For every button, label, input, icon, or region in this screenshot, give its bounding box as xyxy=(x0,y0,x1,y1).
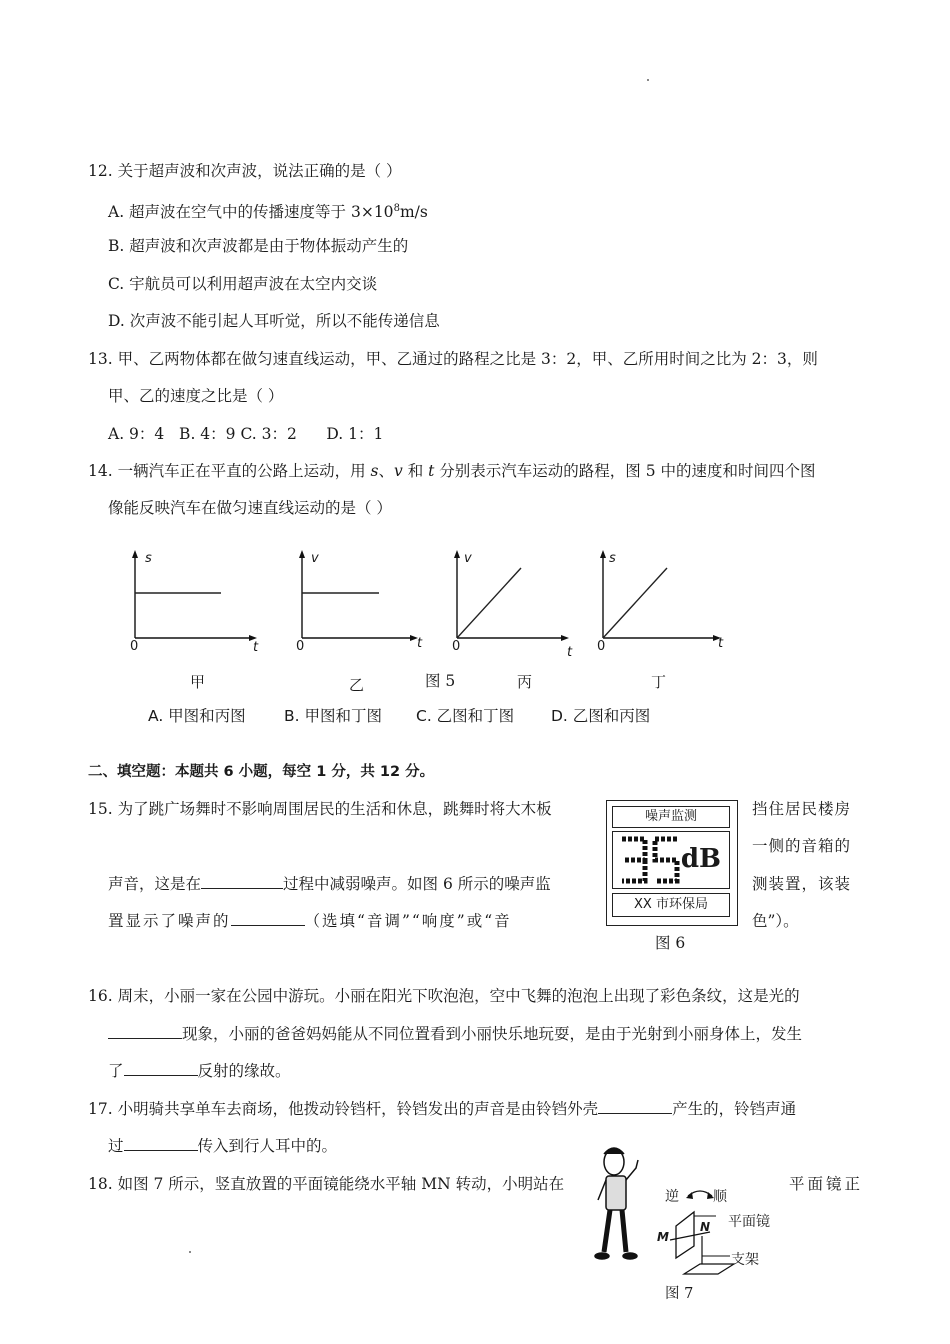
q12-option-a-unit: m/s xyxy=(399,203,428,222)
q12-option-a xyxy=(108,199,428,222)
fig7-label-mirror: 平面镜 xyxy=(728,1214,770,1230)
q14-option-a: A. 甲图和丙图 xyxy=(148,707,246,725)
q16-blank-1[interactable] xyxy=(108,1024,182,1039)
fig7-label: 图 7 xyxy=(665,1286,694,1302)
q17-line2 xyxy=(108,1136,337,1156)
q16-blank-2[interactable] xyxy=(124,1061,198,1076)
q14-line1-start: 14. 一辆汽车正在平直的公路上运动，用 xyxy=(88,462,371,480)
q13-line1: 13. 甲、乙两物体都在做匀速直线运动，甲、乙通过的路程之比是 3：2，甲、乙所用时间之比为 2：3，则 xyxy=(88,350,818,368)
section2-title: 二、填空题：本题共 6 小题，每空 1 分，共 12 分。 xyxy=(88,764,435,780)
graph-bing-ylabel: v xyxy=(464,551,472,566)
fig5-label: 图 5 xyxy=(425,672,456,690)
q14-line1-end: 分别表示汽车运动的路程，图 5 中的速度和时间四个图 xyxy=(434,462,816,480)
q15-line4-end: （选填“音调”“响度”或“音 xyxy=(304,912,512,930)
noise-meter-value xyxy=(623,840,624,841)
q14-option-c: C. 乙图和丁图 xyxy=(416,707,515,725)
q15-line1-right: 挡住居民楼房 xyxy=(752,800,852,818)
q18-line1-left: 18. 如图 7 所示，竖直放置的平面镜能绕水平轴 MN 转动，小明站在 xyxy=(88,1175,565,1193)
fig7-illustration xyxy=(592,1140,792,1280)
q14-var-v: v xyxy=(394,462,403,480)
graph-ding-name: 丁 xyxy=(651,673,667,691)
graph-bing-origin: 0 xyxy=(452,639,461,654)
q14-option-b: B. 甲图和丁图 xyxy=(284,707,382,725)
page-speck-bottom xyxy=(189,1251,191,1253)
q18-line1-right: 平面镜正 xyxy=(789,1175,864,1193)
q16-line2-text: 现象，小丽的爸爸妈妈能从不同位置看到小丽快乐地玩耍，是由于光射到小丽身体上，发生 xyxy=(182,1025,803,1043)
q17-line2-start: 过 xyxy=(108,1137,124,1155)
fig7-label-m: M xyxy=(657,1230,669,1244)
graph-jia-name: 甲 xyxy=(190,673,206,691)
q14-sep: 、 xyxy=(378,462,394,480)
q16-line3-end: 反射的缘故。 xyxy=(197,1062,291,1080)
noise-meter-digits xyxy=(619,835,683,885)
q15-line2-right: 一侧的音箱的 xyxy=(752,837,852,855)
q14-var-s: s xyxy=(370,462,379,480)
q16-line2 xyxy=(108,1024,802,1044)
q15-line3-left xyxy=(108,874,551,894)
q14-and: 和 xyxy=(402,462,429,480)
q12-option-b: B. 超声波和次声波都是由于物体振动产生的 xyxy=(108,237,409,255)
page-speck-top xyxy=(647,79,649,81)
noise-meter xyxy=(606,800,738,926)
q15-line3-start: 声音，这是在 xyxy=(108,875,202,893)
q15-line1-left: 15. 为了跳广场舞时不影响周围居民的生活和休息，跳舞时将大木板 xyxy=(88,800,552,818)
q16-line3 xyxy=(108,1061,291,1081)
q15-line4-right: 色”）。 xyxy=(752,912,799,930)
q15-line4-start: 置显示了噪声的 xyxy=(108,912,231,930)
fig6-label: 图 6 xyxy=(655,934,686,952)
graph-ding-origin: 0 xyxy=(597,639,606,654)
q12-option-a-text: A. 超声波在空气中的传播速度等于 3×10 xyxy=(108,203,394,222)
graph-jia-origin: 0 xyxy=(130,639,139,654)
graph-yi-xlabel: t xyxy=(417,636,423,651)
graph-jia-ylabel: s xyxy=(145,551,152,566)
q13-line2: 甲、乙的速度之比是（ ） xyxy=(108,387,284,405)
q17-line1-start: 17. 小明骑共享单车去商场，他拨动铃铛杆，铃铛发出的声音是由铃铛外壳 xyxy=(88,1100,599,1118)
q17-line2-end: 传入到行人耳中的。 xyxy=(197,1137,338,1155)
fig7-label-ni: 逆 xyxy=(665,1189,679,1205)
q17-line1-end: 产生的，铃铛声通 xyxy=(672,1100,797,1118)
q14-option-d: D. 乙图和丙图 xyxy=(551,707,651,725)
q15-blank-2[interactable] xyxy=(231,911,305,926)
q16-line1: 16. 周末，小丽一家在公园中游玩。小丽在阳光下吹泡泡，空中飞舞的泡泡上出现了彩色条纹，这是光的 xyxy=(88,987,800,1005)
q16-line3-start: 了 xyxy=(108,1062,124,1080)
graph-yi-ylabel: v xyxy=(311,551,319,566)
q14-var-t: t xyxy=(428,462,435,480)
q14-line1 xyxy=(88,461,816,481)
q12-option-d: D. 次声波不能引起人耳听觉，所以不能传递信息 xyxy=(108,312,440,330)
fig7-label-stand: 支架 xyxy=(731,1252,759,1268)
q15-line3-right: 测装置，该装 xyxy=(752,875,852,893)
q13-options: A. 9：4 B. 4：9 C. 3：2 D. 1：1 xyxy=(108,425,384,443)
q15-blank-1[interactable] xyxy=(201,874,283,889)
graph-jia-xlabel: t xyxy=(253,640,259,655)
q14-line2: 像能反映汽车在做匀速直线运动的是（ ） xyxy=(108,499,392,517)
q17-blank-2[interactable] xyxy=(124,1136,198,1151)
noise-meter-footer: XX 市环保局 xyxy=(612,893,730,917)
graph-yi-origin: 0 xyxy=(296,639,305,654)
graph-ding-xlabel: t xyxy=(718,636,724,651)
graph-ding-ylabel: s xyxy=(609,551,616,566)
graph-yi-name: 乙 xyxy=(349,676,365,694)
fig7-label-shun: 顺 xyxy=(713,1189,727,1205)
q17-blank-1[interactable] xyxy=(598,1099,672,1114)
graph-bing-xlabel: t xyxy=(567,645,573,660)
noise-meter-header: 噪声监测 xyxy=(612,806,730,828)
q12-option-c: C. 宇航员可以利用超声波在太空内交谈 xyxy=(108,275,378,293)
q12-stem: 12. 关于超声波和次声波，说法正确的是（ ） xyxy=(88,162,402,180)
noise-meter-unit: dB xyxy=(680,844,721,874)
q12-option-a-exponent: 8 xyxy=(393,203,400,214)
q15-line3-end: 过程中减弱噪声。如图 6 所示的噪声监 xyxy=(283,875,551,893)
graph-bing-name: 丙 xyxy=(517,673,533,691)
fig7-label-n: N xyxy=(700,1220,711,1234)
boy-figure xyxy=(595,1148,638,1259)
noise-meter-display xyxy=(612,831,730,889)
q15-line4-left xyxy=(108,911,512,931)
q17-line1 xyxy=(88,1099,796,1119)
